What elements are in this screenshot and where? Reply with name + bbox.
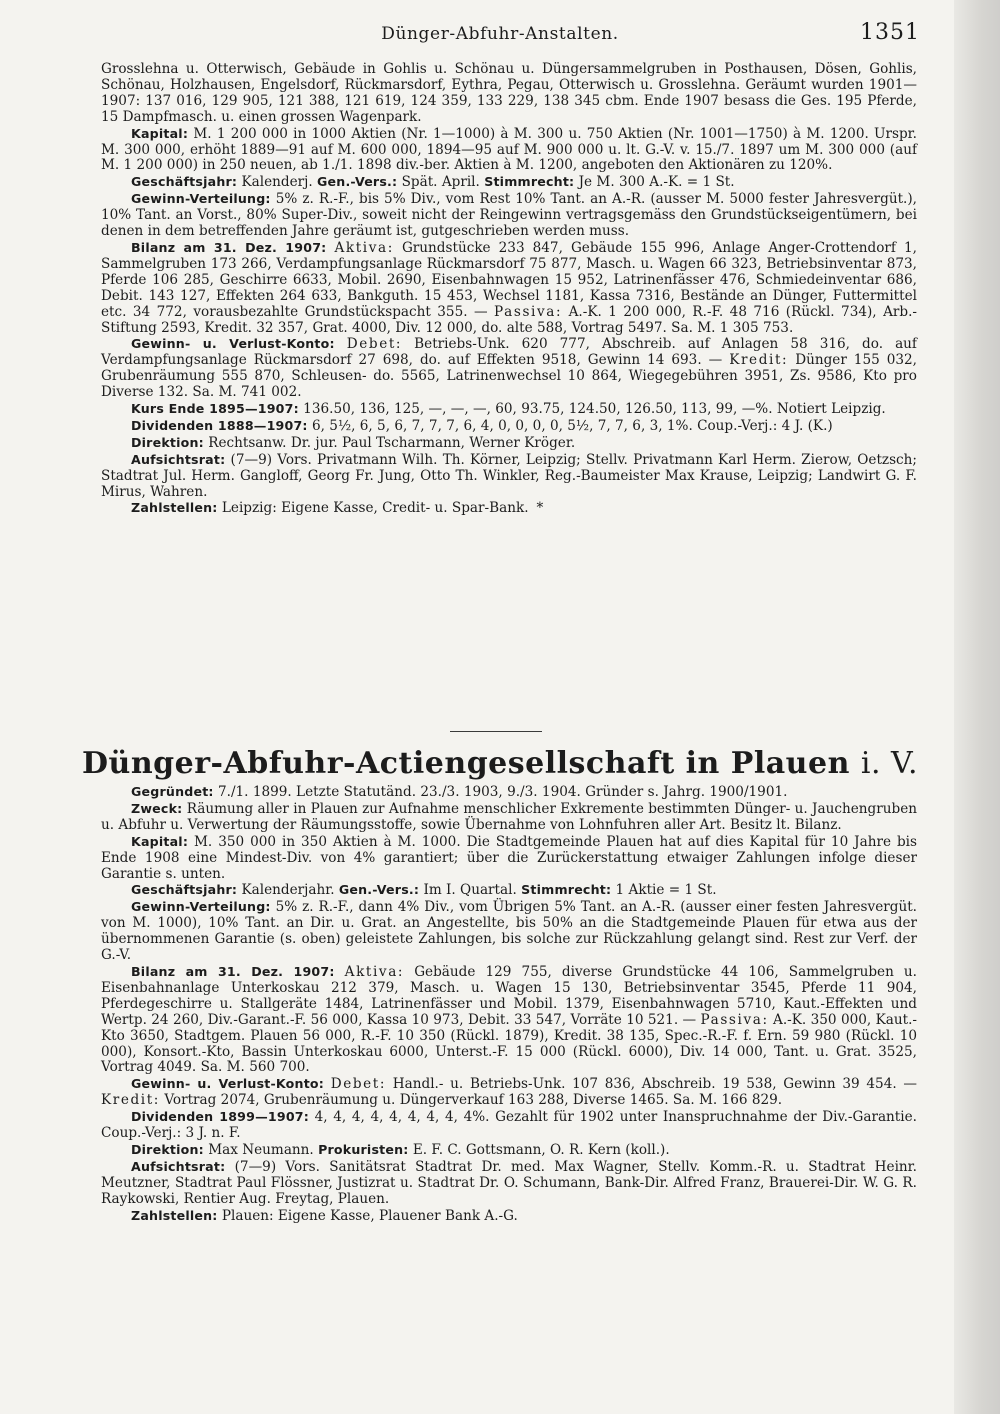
footnote-star: *	[536, 500, 544, 517]
company2-zweck: Zweck: Räumung aller in Plauen zur Aufnahme menschlicher Exkremente bestimmten Dünger- u. Jauchengruben u. Abfuhr u. Verwertung der Räumungsstoffe, sowie Übernahme von Lohnfuhren aller Art. Besitz lt. Bilanz.	[101, 800, 917, 833]
company1-bilanz: Bilanz am 31. Dez. 1907: Aktiva: Grundstücke 233 847, Gebäude 155 996, Anlage Anger-Crottendorf 1, Sammelgruben 173 266, Verdampfungsanlage Rückmarsdorf 75 877, Masch. u. Wagen 66 323, Betriebsinventar 873, Pferde 106 285, Geschirre 6633, Mobil. 2690, Eisenbahnwagen 15 952, Latrinenfässer 476, Schmiedeinventar 686, Debit. 143 127, Effekten 264 633, Bankguth. 15 453, Wechsel 1181, Kassa 7316, Bestände an Dünger, Futtermittel etc. 34 772, vorausbezahlte Grundstückspacht 355. — Passiva: A.-K. 1 200 000, R.-F. 48 716 (Rückl. 734), Arb.-Stiftung 2593, Kredit. 32 357, Grat. 4000, Div. 12 000, do. alte 588, Vortrag 5497. Sa. M. 1 305 753.	[101, 239, 917, 336]
company2-gewinn-verteilung: Gewinn-Verteilung: 5% z. R.-F., dann 4% Div., vom Übrigen 5% Tant. an A.-R. (ausser einer festen Jahresvergüt. von M. 1000), 10% Tant. an Dir. u. Grat. an Angestellte, bis 50% an die Stadtgemeinde Plauen für etwa aus der übernommenen Garantie (s. oben) geleistete Zahlungen, bis solche zur Rückzahlung gelangt sind. Rest zur Verf. der G.-V.	[101, 899, 917, 964]
company1-intro: Grosslehna u. Otterwisch, Gebäude in Gohlis u. Schönau u. Düngersammelgruben in Posthausen, Dösen, Gohlis, Schönau, Holzhausen, Engelsdorf, Rückmarsdorf, Eythra, Pegau, Otterwisch u. Grosslehna. Geräumt wurden 1901—1907: 137 016, 129 905, 121 388, 121 619, 124 359, 133 229, 138 345 cbm. Ende 1907 besass die Ges. 195 Pferde, 15 Dampfmasch. u. einen grossen Wagenpark.	[101, 61, 917, 125]
company1-zahlstellen: Zahlstellen: Leipzig: Eigene Kasse, Credit- u. Spar-Bank. *	[131, 500, 544, 517]
company1-gewinn-verlust-konto: Gewinn- u. Verlust-Konto: Debet: Betriebs-Unk. 620 777, Abschreib. auf Anlagen 58 316, do. auf Verdampfungsanlage Rückmarsdorf 27 698, do. auf Effekten 9518, Gewinn 14 693. — Kredit: Dünger 155 032, Grubenräumung 555 870, Schleusen- do. 5565, Latrinenwechsel 10 864, Wiegegebühren 3951, Zs. 9586, Kto pro Diverse 132. Sa. M. 741 002.	[101, 336, 917, 401]
running-header	[0, 20, 1000, 50]
company2-bilanz: Bilanz am 31. Dez. 1907: Aktiva: Gebäude 129 755, diverse Grundstücke 44 106, Sammelgruben u. Eisenbahnanlage Unterkoskau 212 379, Masch. u. Wagen 15 130, Betriebsinventar 3545, Pferde 11 904, Pferdegeschirre u. Stallgeräte 1484, Latrinenfässer und Mobil. 1379, Eisenbahnwagen 5710, Kaut.-Effekten und Wertp. 24 260, Div.-Garant.-F. 56 000, Kassa 10 973, Debit. 33 547, Vorräte 10 521. — Passiva: A.-K. 350 000, Kaut.-Kto 3650, Stadtgem. Plauen 56 000, R.-F. 10 350 (Rückl. 1879), Kredit. 38 135, Spec.-R.-F. f. Ern. 59 980 (Rückl. 10 000), Konsort.-Kto, Bassin Unterkoskau 6000, Unterst.-F. 15 000 (Rückl. 6000), Div. 14 000, Tant. u. Grat. 3525, Vortrag 4049. Sa. M. 560 700.	[101, 963, 917, 1076]
company2-entry	[101, 784, 917, 1224]
section-divider	[450, 731, 542, 732]
company1-kurs: Kurs Ende 1895—1907: 136.50, 136, 125, —, —, —, 60, 93.75, 124.50, 126.50, 113, 99, —%. Notiert Leipzig.	[131, 401, 886, 418]
company2-meeting-info: Geschäftsjahr: Kalenderjahr. Gen.-Vers.: Im I. Quartal. Stimmrecht: 1 Aktie = 1 St.	[131, 882, 717, 899]
company2-aufsichtsrat: Aufsichtsrat: (7—9) Vors. Sanitätsrat Stadtrat Dr. med. Max Wagner, Stellv. Komm.-R. u. Stadtrat Heinr. Meutzner, Stadtrat Paul Flössner, Justizrat u. Stadtrat Dr. O. Schumann, Bank-Dir. Alfred Franz, Brauerei-Dir. W. G. R. Raykowski, Rentier Aug. Freytag, Plauen.	[101, 1158, 917, 1207]
company2-title: Dünger-Abfuhr-Actiengesellschaft in Plauen i. V.	[82, 746, 918, 781]
page-edge-shadow	[954, 0, 1000, 1414]
company2-zahlstellen: Zahlstellen: Plauen: Eigene Kasse, Plauener Bank A.-G.	[131, 1207, 518, 1224]
company2-kapital: Kapital: M. 350 000 in 350 Aktien à M. 1000. Die Stadtgemeinde Plauen hat auf dies Kapital für 10 Jahre bis Ende 1908 eine Mindest-Div. von 4% garantiert; über die Zurückerstattung etwaiger Zahlungen infolge dieser Garantie s. unten.	[101, 833, 917, 882]
company1-aufsichtsrat: Aufsichtsrat: (7—9) Vors. Privatmann Wilh. Th. Körner, Leipzig; Stellv. Privatmann Karl Herm. Zierow, Oetzsch; Stadtrat Jul. Herm. Gangloff, Georg Fr. Jung, Otto Th. Winkler, Reg.-Baumeister Max Krause, Leipzig; Landwirt G. F. Mirus, Wahren.	[101, 451, 917, 500]
company1-dividenden: Dividenden 1888—1907: 6, 5½, 6, 5, 6, 7, 7, 7, 6, 4, 0, 0, 0, 0, 5½, 7, 7, 6, 3, 1%. Coup.-Verj.: 4 J. (K.)	[131, 417, 833, 434]
company2-dividenden: Dividenden 1899—1907: 4, 4, 4, 4, 4, 4, 4, 4, 4%. Gezahlt für 1902 unter Inanspruchnahme der Div.-Garantie. Coup.-Verj.: 3 J. n. F.	[101, 1109, 917, 1142]
company2-direktion: Direktion: Max Neumann. Prokuristen: E. F. C. Gottsmann, O. R. Kern (koll.).	[131, 1141, 670, 1158]
company1-direktion: Direktion: Rechtsanw. Dr. jur. Paul Tscharmann, Werner Kröger.	[131, 434, 576, 451]
company2-gewinn-verlust-konto: Gewinn- u. Verlust-Konto: Debet: Handl.- u. Betriebs-Unk. 107 836, Abschreib. 19 538, Gewinn 39 454. — Kredit: Vortrag 2074, Grubenräumung u. Düngerverkauf 163 288, Diverse 1465. Sa. M. 166 829.	[101, 1076, 917, 1109]
company1-meeting-info: Geschäftsjahr: Kalenderj. Gen.-Vers.: Spät. April. Stimmrecht: Je M. 300 A.-K. = 1 St.	[131, 174, 735, 191]
running-header-title: Dünger-Abfuhr-Anstalten.	[381, 24, 619, 44]
company1-gewinn-verteilung: Gewinn-Verteilung: 5% z. R.-F., bis 5% Div., vom Rest 10% Tant. an A.-R. (ausser M. 5000 fester Jahresvergüt.), 10% Tant. an Vorst., 80% Super-Div., soweit nicht der Reingewinn vertragsgemäss den Grundstückseigentümern, bei denen in dem betreffenden Jahre geräumt ist, gutgeschrieben werden muss.	[101, 191, 917, 240]
company1-entry	[101, 62, 917, 517]
company1-kapital: Kapital: M. 1 200 000 in 1000 Aktien (Nr. 1—1000) à M. 300 u. 750 Aktien (Nr. 1001—1750) à M. 1200. Urspr. M. 300 000, erhöht 1889—91 auf M. 600 000, 1894—95 auf M. 900 000 u. lt. G.-V. v. 15./7. 1897 um M. 300 000 (auf M. 1 200 000) in 250 neuen, ab 1./1. 1898 div.-ber. Aktien à M. 1200, angeboten den Aktionären zu 120%.	[101, 125, 917, 174]
company2-gegruendet: Gegründet: 7./1. 1899. Letzte Statutänd. 23./3. 1903, 9./3. 1904. Gründer s. Jahrg. 1900/1901.	[131, 784, 788, 800]
page-number: 1351	[860, 20, 920, 45]
